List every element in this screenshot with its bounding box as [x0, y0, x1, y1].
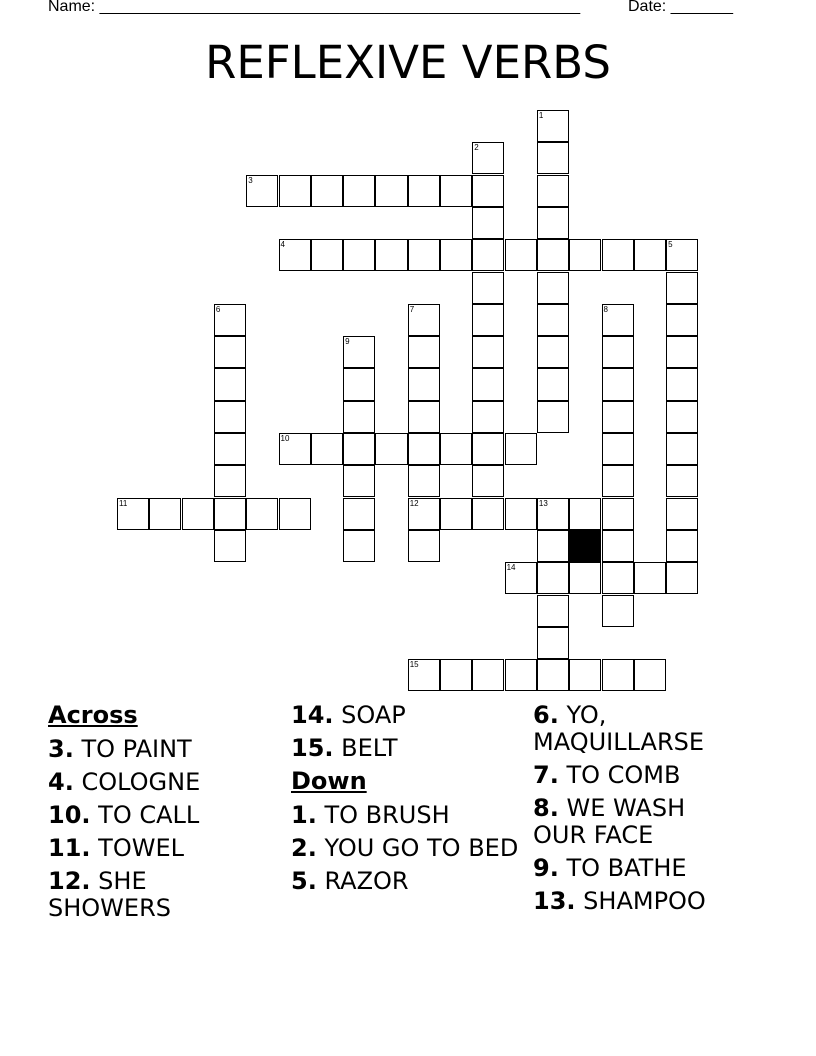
grid-cell[interactable]: [472, 304, 504, 336]
clue-number: 12.: [48, 867, 91, 895]
grid-cell[interactable]: [537, 110, 569, 142]
grid-cell[interactable]: [472, 207, 504, 239]
grid-cell[interactable]: [666, 562, 698, 594]
cell-number: 8: [603, 304, 608, 314]
clues-column-3: [533, 702, 768, 921]
grid-cell[interactable]: [214, 368, 246, 400]
grid-cell[interactable]: [408, 368, 440, 400]
grid-cell[interactable]: [537, 368, 569, 400]
grid-cell[interactable]: [602, 239, 634, 271]
grid-cell[interactable]: [408, 659, 440, 691]
grid-block-cell: [569, 530, 601, 562]
clue-number: 15.: [291, 734, 334, 762]
grid-cell[interactable]: [666, 239, 698, 271]
grid-cell[interactable]: [505, 562, 537, 594]
clue-number: 9.: [533, 854, 559, 882]
clue-across-4: [48, 769, 283, 796]
grid-cell[interactable]: [408, 530, 440, 562]
grid-cell[interactable]: [666, 498, 698, 530]
clue-number: 3.: [48, 735, 74, 763]
clue-number: 14.: [291, 701, 334, 729]
grid-cell[interactable]: [537, 336, 569, 368]
grid-cell[interactable]: [246, 498, 278, 530]
cell-number: 2: [474, 143, 479, 153]
clue-number: 10.: [48, 801, 91, 829]
grid-cell[interactable]: [408, 336, 440, 368]
grid-cell[interactable]: [666, 465, 698, 497]
clue-text: TOWEL: [98, 834, 184, 862]
grid-cell[interactable]: [505, 239, 537, 271]
grid-cell[interactable]: [375, 239, 407, 271]
grid-cell[interactable]: [279, 175, 311, 207]
clue-down-6: [533, 702, 723, 756]
grid-cell[interactable]: [214, 530, 246, 562]
across-heading: Across: [48, 701, 138, 729]
cell-number: 3: [248, 175, 253, 185]
cell-number: 4: [280, 240, 285, 250]
cell-number: 12: [409, 498, 419, 508]
grid-cell[interactable]: [472, 272, 504, 304]
clue-text: TO CALL: [98, 801, 200, 829]
grid-cell[interactable]: [666, 336, 698, 368]
grid-cell[interactable]: [472, 336, 504, 368]
clue-number: 7.: [533, 761, 559, 789]
grid-cell[interactable]: [602, 498, 634, 530]
clue-text: SOAP: [341, 701, 406, 729]
grid-cell[interactable]: [602, 368, 634, 400]
clue-across-15: [291, 735, 526, 762]
grid-cell[interactable]: [472, 175, 504, 207]
grid-cell[interactable]: [214, 336, 246, 368]
date-field-label: Date: _______: [628, 0, 733, 15]
cell-number: 1: [538, 111, 544, 120]
cell-number: 7: [409, 304, 415, 314]
clue-across-10: [48, 802, 283, 829]
grid-cell[interactable]: [343, 175, 375, 207]
grid-cell[interactable]: [408, 175, 440, 207]
grid-cell[interactable]: [279, 498, 311, 530]
grid-cell[interactable]: [343, 465, 375, 497]
grid-cell[interactable]: [666, 304, 698, 336]
name-field-label: Name: ______________________________________________________: [48, 0, 581, 15]
grid-cell[interactable]: [472, 142, 504, 174]
grid-cell[interactable]: [666, 368, 698, 400]
clue-text: YO, MAQUILLARSE: [533, 701, 705, 756]
grid-cell[interactable]: [505, 498, 537, 530]
grid-cell[interactable]: [214, 304, 246, 336]
grid-cell[interactable]: [343, 368, 375, 400]
grid-cell[interactable]: [472, 465, 504, 497]
clue-down-13: [533, 888, 768, 915]
cell-number: 10: [280, 434, 290, 443]
grid-cell[interactable]: [537, 239, 569, 271]
clue-text: WE WASH OUR FACE: [533, 794, 686, 849]
grid-cell[interactable]: [246, 175, 278, 207]
grid-cell[interactable]: [537, 142, 569, 174]
grid-cell[interactable]: [537, 207, 569, 239]
grid-cell[interactable]: [602, 530, 634, 562]
grid-cell[interactable]: [537, 659, 569, 691]
grid-cell[interactable]: [666, 530, 698, 562]
clue-text: SHAMPOO: [583, 887, 706, 915]
grid-cell[interactable]: [537, 401, 569, 433]
clue-down-8: [533, 795, 723, 849]
clue-text: TO BRUSH: [324, 801, 450, 829]
grid-cell[interactable]: [569, 562, 601, 594]
clue-number: 13.: [533, 887, 576, 915]
clue-number: 4.: [48, 768, 74, 796]
clue-text: TO COMB: [566, 761, 681, 789]
clue-text: COLOGNE: [81, 768, 201, 796]
cell-number: 9: [345, 337, 350, 347]
grid-cell[interactable]: [634, 562, 666, 594]
grid-cell[interactable]: [472, 433, 504, 465]
grid-cell[interactable]: [666, 272, 698, 304]
grid-cell[interactable]: [505, 659, 537, 691]
grid-cell[interactable]: [537, 272, 569, 304]
grid-cell[interactable]: [440, 239, 472, 271]
grid-cell[interactable]: [634, 659, 666, 691]
grid-cell[interactable]: [343, 433, 375, 465]
grid-cell[interactable]: [343, 401, 375, 433]
cell-number: 6: [215, 304, 221, 314]
grid-cell[interactable]: [537, 304, 569, 336]
clues-column-2: [291, 702, 526, 901]
clue-text: YOU GO TO BED: [324, 834, 519, 862]
clue-across-3: [48, 736, 283, 763]
grid-cell[interactable]: [602, 433, 634, 465]
cell-number: 5: [668, 240, 673, 250]
grid-cell[interactable]: [182, 498, 214, 530]
grid-cell[interactable]: [343, 530, 375, 562]
grid-cell[interactable]: [343, 498, 375, 530]
clue-down-9: [533, 855, 768, 882]
grid-cell[interactable]: [214, 433, 246, 465]
clue-number: 8.: [533, 794, 559, 822]
clue-across-12: [48, 868, 238, 922]
clue-text: TO PAINT: [81, 735, 192, 763]
grid-cell[interactable]: [311, 433, 343, 465]
clue-down-7: [533, 762, 768, 789]
grid-cell[interactable]: [214, 401, 246, 433]
grid-cell[interactable]: [408, 498, 440, 530]
clue-down-2: [291, 835, 526, 862]
grid-cell[interactable]: [408, 433, 440, 465]
grid-cell[interactable]: [343, 239, 375, 271]
clue-number: 1.: [291, 801, 317, 829]
clue-text: RAZOR: [324, 867, 409, 895]
grid-cell[interactable]: [408, 401, 440, 433]
grid-cell[interactable]: [408, 465, 440, 497]
grid-cell[interactable]: [472, 659, 504, 691]
grid-cell[interactable]: [472, 239, 504, 271]
grid-cell[interactable]: [117, 498, 149, 530]
grid-cell[interactable]: [537, 175, 569, 207]
grid-cell[interactable]: [214, 498, 246, 530]
grid-cell[interactable]: [602, 465, 634, 497]
clue-down-5: [291, 868, 526, 895]
grid-cell[interactable]: [634, 239, 666, 271]
page-title: REFLEXIVE VERBS: [205, 36, 611, 89]
cell-number: 11: [119, 498, 128, 508]
grid-cell[interactable]: [602, 659, 634, 691]
clue-number: 6.: [533, 701, 559, 729]
grid-cell[interactable]: [279, 239, 311, 271]
grid-cell[interactable]: [311, 175, 343, 207]
grid-cell[interactable]: [505, 433, 537, 465]
grid-cell[interactable]: [214, 465, 246, 497]
clue-text: BELT: [341, 734, 398, 762]
grid-cell[interactable]: [537, 627, 569, 659]
cell-number: 15: [409, 660, 419, 670]
grid-cell[interactable]: [311, 239, 343, 271]
grid-cell[interactable]: [279, 433, 311, 465]
clue-across-11: [48, 835, 283, 862]
grid-cell[interactable]: [537, 595, 569, 627]
clue-number: 2.: [291, 834, 317, 862]
clue-across-14: [291, 702, 526, 729]
grid-cell[interactable]: [472, 368, 504, 400]
clue-down-1: [291, 802, 526, 829]
clues-column-1: [48, 702, 283, 928]
grid-cell[interactable]: [408, 304, 440, 336]
grid-cell[interactable]: [375, 433, 407, 465]
grid-cell[interactable]: [602, 595, 634, 627]
grid-cell[interactable]: [666, 433, 698, 465]
grid-cell[interactable]: [440, 498, 472, 530]
clue-text: SHE SHOWERS: [48, 867, 171, 922]
grid-cell[interactable]: [537, 530, 569, 562]
cell-number: 14: [506, 563, 516, 573]
grid-cell[interactable]: [375, 175, 407, 207]
cell-number: 13: [538, 498, 548, 508]
grid-cell[interactable]: [472, 401, 504, 433]
grid-cell[interactable]: [440, 175, 472, 207]
grid-cell[interactable]: [440, 433, 472, 465]
grid-cell[interactable]: [149, 498, 181, 530]
grid-cell[interactable]: [537, 562, 569, 594]
grid-cell[interactable]: [472, 498, 504, 530]
grid-cell[interactable]: [440, 659, 472, 691]
grid-cell[interactable]: [343, 336, 375, 368]
grid-cell[interactable]: [602, 336, 634, 368]
grid-cell[interactable]: [537, 498, 569, 530]
grid-cell[interactable]: [408, 239, 440, 271]
grid-cell[interactable]: [569, 498, 601, 530]
grid-cell[interactable]: [602, 304, 634, 336]
grid-cell[interactable]: [569, 239, 601, 271]
clue-number: 11.: [48, 834, 91, 862]
grid-cell[interactable]: [602, 401, 634, 433]
clue-number: 5.: [291, 867, 317, 895]
clue-text: TO BATHE: [566, 854, 687, 882]
grid-cell[interactable]: [602, 562, 634, 594]
grid-cell[interactable]: [666, 401, 698, 433]
down-heading: Down: [291, 767, 367, 795]
grid-cell[interactable]: [569, 659, 601, 691]
